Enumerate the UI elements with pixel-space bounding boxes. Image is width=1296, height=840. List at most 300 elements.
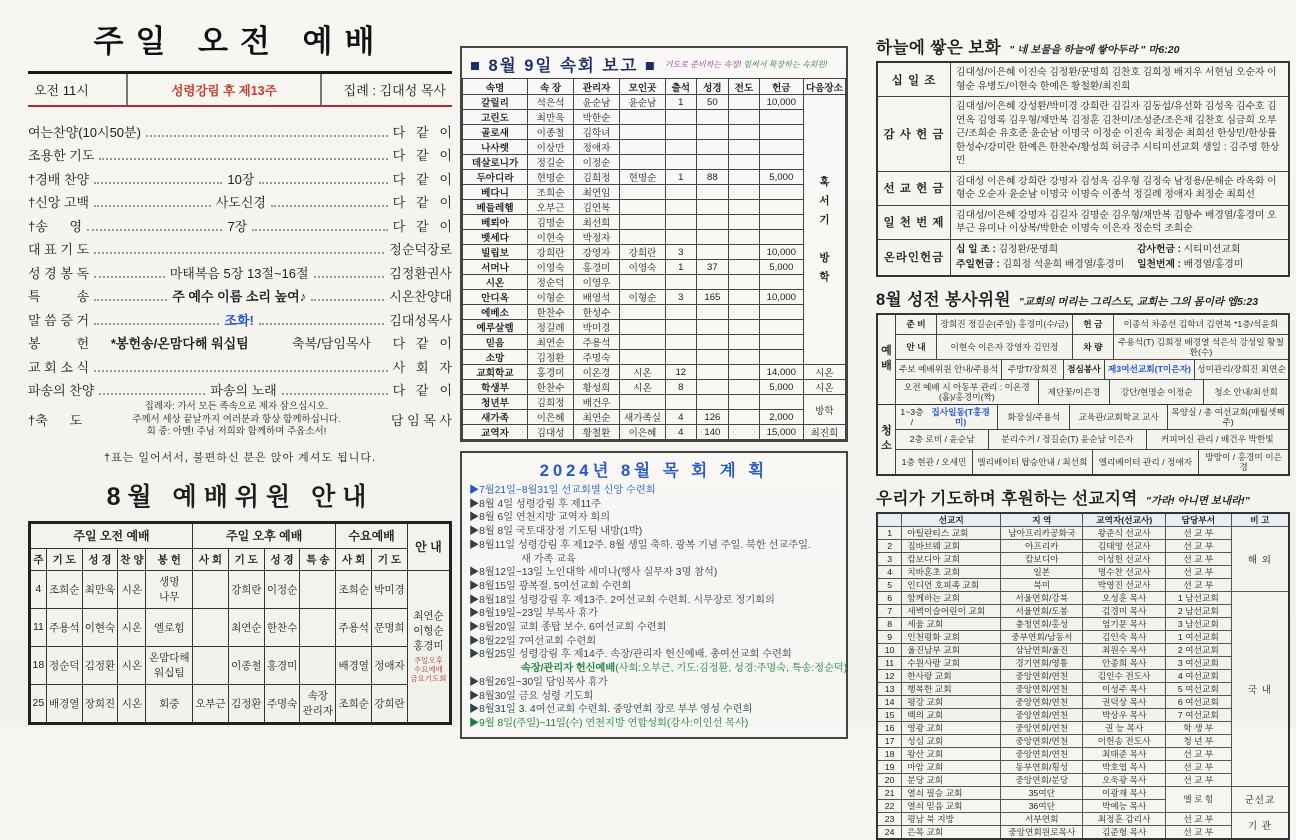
cell: 김대성 xyxy=(528,425,574,440)
mission-dept: 2 여선교회 xyxy=(1165,643,1231,656)
cell-text: 헌 금 xyxy=(1083,319,1103,329)
mission-church: 짐바브웨 교회 xyxy=(902,539,1001,552)
order-item-leader: 사 회 자 xyxy=(392,359,452,375)
mission-pastor: 엄기문 목사 xyxy=(1083,617,1165,630)
cell xyxy=(620,395,666,410)
cell: 이종철 xyxy=(228,646,264,684)
cell: 김명순 xyxy=(528,215,574,230)
mission-church: 영광 교회 xyxy=(902,721,1001,734)
plan-item xyxy=(469,676,839,690)
cell: 25 xyxy=(30,684,47,723)
next-place-cell: 혹 서 기 방 학 xyxy=(803,95,845,365)
cell xyxy=(989,430,1146,449)
cell: 황성희 xyxy=(574,380,620,395)
mission-dept: 2 남선교회 xyxy=(1165,604,1231,617)
order-item-label: 조용한 기도 xyxy=(28,148,95,163)
cell: 이정순 xyxy=(264,570,300,608)
cell: 생명 나무 xyxy=(146,570,193,608)
cell: 정길순 xyxy=(528,155,574,170)
mission-church: 함께하는 교회 xyxy=(902,591,1001,604)
cell: 베뢰아 xyxy=(463,215,528,230)
cell-text: 1~3층 / xyxy=(900,406,924,427)
plan-item xyxy=(469,717,839,731)
plan-text: ▶8월12일~13일 노인대학 세미나(행사 실무자 3명 참석) xyxy=(469,567,718,579)
cell-text: 점심봉사 xyxy=(1067,364,1101,374)
cell: 시온 xyxy=(118,570,146,608)
table-row xyxy=(30,548,451,570)
table-row xyxy=(877,617,1289,630)
plan-item xyxy=(469,607,839,621)
cell xyxy=(1147,430,1288,449)
offering-names: 김대성/이은혜 이진숙 김정환/문명희 김찬호 김희정 배지우 서현님 오순자 이형순 유병도/이현숙 한예은 황철환/최진희 xyxy=(951,62,1290,97)
cell: 시온 xyxy=(118,684,146,723)
mission-church: 성심 교회 xyxy=(902,734,1001,747)
mission-num: 1 xyxy=(877,526,902,539)
column-header: 모인곳 xyxy=(620,79,666,95)
cell xyxy=(620,110,666,125)
cell xyxy=(1114,315,1288,334)
cell-text: 엘리베이터 관리 / 정애자 xyxy=(1098,456,1193,467)
cell: 에베소 xyxy=(463,305,528,320)
service-section xyxy=(878,315,1288,404)
order-row xyxy=(28,141,452,165)
mission-pastor: 이성헌 선교사 xyxy=(1083,552,1165,565)
dotted-leader xyxy=(87,229,222,231)
mission-pastor: 김인수 전도사 xyxy=(1083,669,1165,682)
ministry-plan-box xyxy=(460,451,848,739)
table-row xyxy=(877,591,1289,604)
cell: 학생부 xyxy=(463,380,528,395)
worship-committee-table xyxy=(28,521,452,725)
mission-pastor: 이광재 목사 xyxy=(1083,786,1165,799)
table-row xyxy=(30,608,451,646)
order-row xyxy=(28,329,452,353)
column-header xyxy=(877,513,902,527)
cell: 37 xyxy=(696,260,729,275)
cell: 빌립보 xyxy=(463,245,528,260)
plan-item xyxy=(469,662,848,676)
cell: 조희순 xyxy=(336,684,372,723)
plan-text: ▶8월25일 성령강림 후 제14주. 속장/관리자 헌신예배. 총여선교회 수련회 xyxy=(469,649,792,661)
mission-region: 35여단 xyxy=(1001,786,1083,799)
mission-church: 인디언 호피족 교회 xyxy=(902,578,1001,591)
cell: 1 xyxy=(665,260,696,275)
group-header: 주일 오후 예배 xyxy=(193,522,336,548)
column-header: 다음장소 xyxy=(803,79,845,95)
cell: 최연순 xyxy=(228,608,264,646)
mission-dept: 학 생 부 xyxy=(1165,721,1231,734)
table-row xyxy=(463,320,846,335)
mission-region: 일본 xyxy=(1001,565,1083,578)
online-column xyxy=(956,243,1131,272)
table-row xyxy=(877,695,1289,708)
mission-church: 캄보디아 교회 xyxy=(902,552,1001,565)
cell: 3 xyxy=(665,245,696,260)
cell: 박미경 xyxy=(372,570,408,608)
cell: 조희순 xyxy=(528,185,574,200)
column-header: 사 회 xyxy=(193,548,229,570)
guide-names: 최연순 이형순 홍경미 xyxy=(413,610,444,652)
cell: 시온 xyxy=(118,608,146,646)
order-row xyxy=(28,305,452,329)
cell: 회중 xyxy=(146,684,193,723)
cell: 8 xyxy=(665,380,696,395)
table-row xyxy=(877,656,1289,669)
cell: 88 xyxy=(696,170,729,185)
cell xyxy=(729,350,760,365)
cell-text: 성미관리/장희진 최연순 xyxy=(1197,364,1286,374)
cell: 시온 xyxy=(118,646,146,684)
order-item-label: 대 표 기 도 xyxy=(28,242,90,257)
mission-note: 기 관 xyxy=(1231,812,1289,839)
ministry-plan-title: 2024년 8월 목 회 계 획 xyxy=(539,462,769,480)
offering-type-label: 온라인헌금 xyxy=(877,239,951,276)
mission-church: 인천평화 교회 xyxy=(902,630,1001,643)
column-header: 관리자 xyxy=(574,79,620,95)
benediction-note-line: 회 중: 아멘! 주님 저희와 함께하며 주옵소서! xyxy=(146,426,327,437)
cell: 속장 관리자 xyxy=(300,684,336,723)
cell-text: 이현숙 이은자 강영자 김민정 xyxy=(950,341,1059,352)
table-row xyxy=(896,449,1288,474)
mission-num: 6 xyxy=(877,591,902,604)
offering-type-label: 십 일 조 xyxy=(877,62,951,97)
cell: 10,000 xyxy=(759,290,803,305)
mission-church: 행복한 교회 xyxy=(902,682,1001,695)
cell: 김연복 xyxy=(574,200,620,215)
plan-item xyxy=(469,539,839,553)
cell xyxy=(193,608,229,646)
cell xyxy=(937,315,1073,334)
cell xyxy=(729,200,760,215)
order-item-leader: 다 같 이 xyxy=(392,148,452,163)
cell: 고린도 xyxy=(463,110,528,125)
offering-names xyxy=(951,239,1290,276)
plan-text: ▶8월 6일 연천지방 교역자 회의 xyxy=(469,512,611,524)
order-row xyxy=(28,235,452,259)
table-row xyxy=(463,110,846,125)
mission-church: 열쇠 필승 교회 xyxy=(902,786,1001,799)
table-row xyxy=(877,526,1289,539)
cell: 11 xyxy=(30,608,47,646)
mission-num: 19 xyxy=(877,760,902,773)
cell-text: 이종석 차종선 김학녀 김연복 *1층/석윤희 xyxy=(1123,319,1279,329)
cell: 김학녀 xyxy=(574,125,620,140)
cell: 정애자 xyxy=(372,646,408,684)
column-header: 헌금 xyxy=(759,79,803,95)
order-row xyxy=(28,352,452,376)
cell xyxy=(896,380,1039,404)
cell-text: 방방이 / 홍경미 이은경 xyxy=(1205,451,1283,472)
cell-text: 2층 로비 / 윤순남 xyxy=(909,434,975,444)
cell xyxy=(620,215,666,230)
table-row xyxy=(463,425,846,440)
cell: 5,000 xyxy=(759,170,803,185)
column-header: 교역자(선교사) xyxy=(1083,513,1165,527)
plan-text: ▶9월 8일(주일)~11일(수) 연천지방 연합성회(강사:이인선 목사) xyxy=(469,717,749,729)
mission-pastor: 박호엽 목사 xyxy=(1083,760,1165,773)
table-row xyxy=(463,365,846,380)
table-row xyxy=(30,646,451,684)
plan-item xyxy=(469,635,839,649)
mission-pastor: 왕준식 선교사 xyxy=(1083,526,1165,539)
mission-pastor: 이성주 목사 xyxy=(1083,682,1165,695)
column-header: 특 송 xyxy=(300,548,336,570)
cell xyxy=(665,215,696,230)
cell xyxy=(1039,380,1111,404)
cell: 홍경미 xyxy=(528,365,574,380)
mission-dept: 선 교 부 xyxy=(1165,825,1231,839)
online-line xyxy=(1137,258,1283,272)
column-header: 기 도 xyxy=(228,548,264,570)
plan-text: ▶7월21일~8월31일 선교회별 신앙 수련회 xyxy=(469,485,656,496)
cell: 서머나 xyxy=(463,260,528,275)
table-row xyxy=(877,552,1289,565)
table-row xyxy=(30,570,451,608)
order-item-label: †경배 찬양 xyxy=(28,171,90,187)
cell: 이은혜 xyxy=(620,425,666,440)
cell xyxy=(759,125,803,140)
cell: 이현숙 xyxy=(528,230,574,245)
cell: 126 xyxy=(696,410,729,425)
cell: 데살로니가 xyxy=(463,155,528,170)
cell xyxy=(620,200,666,215)
cell-text: 강단/현명순 이정순 xyxy=(1120,386,1193,397)
dotted-leader xyxy=(252,229,387,231)
table-row xyxy=(877,205,1289,239)
mission-num: 23 xyxy=(877,812,902,825)
cell xyxy=(696,365,729,380)
cell: 주용석 xyxy=(574,335,620,350)
mission-region: 중앙연회/연천 xyxy=(1001,682,1083,695)
online-label: 일천번제 : xyxy=(1137,259,1184,270)
next-place-cell: 시온 xyxy=(803,380,845,395)
cell: 한찬수 xyxy=(264,608,300,646)
cell xyxy=(300,570,336,608)
cell: 한찬수 xyxy=(528,305,574,320)
cell: 황철환 xyxy=(574,425,620,440)
table-row xyxy=(896,315,1288,334)
cell xyxy=(896,335,937,359)
cell-text: 커피머신 관리 / 배건우 박한빛 xyxy=(1160,434,1274,444)
cell: 한찬수 xyxy=(528,380,574,395)
order-item-center: 10장 xyxy=(227,171,255,187)
dotted-leader xyxy=(94,182,222,184)
cell xyxy=(896,430,989,449)
plan-text: ▶8월 4일 성령강림 후 제11주 xyxy=(469,498,601,510)
order-item-center: 7장 xyxy=(227,218,248,234)
online-value: 배경열/홍경미 xyxy=(1183,259,1244,270)
cell xyxy=(729,170,760,185)
plan-item xyxy=(469,594,839,608)
mission-dept: 1 여선교회 xyxy=(1165,630,1231,643)
cell: 이온경 xyxy=(574,365,620,380)
cell: 골로새 xyxy=(463,125,528,140)
cell: 강희란 xyxy=(528,245,574,260)
order-item-label: 교 회 소 식 xyxy=(28,359,90,375)
mission-church: 분당 교회 xyxy=(902,773,1001,786)
order-row xyxy=(28,188,452,212)
plan-item xyxy=(469,525,839,539)
treasure-quote: " 네 보물을 하늘에 쌓아두라 " 마6:20 xyxy=(1009,44,1180,56)
cell: 김정환 xyxy=(528,350,574,365)
cell: 주명숙 xyxy=(574,350,620,365)
mission-num: 10 xyxy=(877,643,902,656)
mission-region: 중앙연회/연천 xyxy=(1001,734,1083,747)
cell xyxy=(759,350,803,365)
cell-text: 준 비 xyxy=(906,319,926,329)
cell xyxy=(729,335,760,350)
mission-num: 9 xyxy=(877,630,902,643)
dotted-leader xyxy=(311,299,384,301)
order-item-center: 마태복음 5장 13절~16절 xyxy=(169,265,309,281)
column-header: 사 회 xyxy=(336,548,372,570)
mission-num: 4 xyxy=(877,565,902,578)
service-time: 오전 11시 xyxy=(34,83,89,98)
column-header: 성 경 xyxy=(264,548,300,570)
mission-region: 36여단 xyxy=(1001,799,1083,812)
table-row xyxy=(463,140,846,155)
table-row xyxy=(877,734,1289,747)
online-line xyxy=(1137,243,1283,257)
plan-text: ▶8월19일~23일 부목사 휴가 xyxy=(469,608,598,620)
cell: 강희란 xyxy=(372,684,408,723)
cell-text: 주보 예배위원 안내/주용석 xyxy=(898,364,999,374)
column-header: 봉 헌 xyxy=(146,548,193,570)
column-header: 비 고 xyxy=(1231,513,1289,527)
cell xyxy=(1168,405,1288,429)
cell-text: 집사일동(T홍경미) xyxy=(931,406,990,427)
cell: 강영자 xyxy=(574,245,620,260)
cell-text: 안 내 xyxy=(906,341,926,352)
dotted-leader xyxy=(99,393,205,395)
cell xyxy=(1002,360,1064,379)
mission-church: 마암 교회 xyxy=(902,760,1001,773)
cell xyxy=(759,335,803,350)
cell xyxy=(729,260,760,275)
dotted-leader xyxy=(94,205,211,207)
order-item-leader: 다 같 이 xyxy=(392,171,452,187)
mission-pastor: 박예능 목사 xyxy=(1083,799,1165,812)
mission-pastor: 오성훈 목사 xyxy=(1083,591,1165,604)
cell-text: 분리수거 / 정길순(T) 윤순남 이은자 xyxy=(1001,434,1134,444)
cell: 새가족실 xyxy=(620,410,666,425)
cell-text: 화장실/주용석 xyxy=(1007,411,1061,422)
cell xyxy=(729,320,760,335)
mission-dept: 선 교 부 xyxy=(1165,747,1231,760)
cell xyxy=(696,185,729,200)
service-section-label: 청 소 xyxy=(878,405,896,474)
mission-pastor: 박영진 선교사 xyxy=(1083,578,1165,591)
table-row xyxy=(877,62,1289,97)
mission-pastor: 최정훈 감리사 xyxy=(1083,812,1165,825)
order-item-leader: 다 같 이 xyxy=(392,195,453,210)
plan-text: ▶8월18일 성령강림 후 제13주. 2여선교회 수련회. 시무장로 정기회의 xyxy=(469,594,775,606)
cell: 1 xyxy=(665,170,696,185)
cell: 최만욱 xyxy=(528,110,574,125)
mission-dept: 1 남선교회 xyxy=(1165,591,1231,604)
mission-pastor: 박상우 목사 xyxy=(1083,708,1165,721)
mission-num: 12 xyxy=(877,669,902,682)
cell xyxy=(729,185,760,200)
mission-num: 5 xyxy=(877,578,902,591)
cell: 18 xyxy=(30,646,47,684)
cell: 최연순 xyxy=(574,410,620,425)
column-header: 담당부서 xyxy=(1165,513,1231,527)
table-row xyxy=(463,335,846,350)
mission-dept: 3 여선교회 xyxy=(1165,656,1231,669)
cell: 교회학교 xyxy=(463,365,528,380)
table-row xyxy=(463,215,846,230)
cell xyxy=(729,125,760,140)
mission-num: 2 xyxy=(877,539,902,552)
mission-dept: 5 여선교회 xyxy=(1165,682,1231,695)
cell: 4 xyxy=(30,570,47,608)
cell xyxy=(620,335,666,350)
mission-quote: "가라! 아니면 보내라!" xyxy=(1145,494,1250,507)
cell xyxy=(759,215,803,230)
table-row xyxy=(896,405,1288,429)
cell xyxy=(729,380,760,395)
mission-num: 17 xyxy=(877,734,902,747)
mission-dept: 선 교 부 xyxy=(1165,552,1231,565)
mission-dept: 청 년 부 xyxy=(1165,734,1231,747)
cell xyxy=(1093,450,1200,474)
mission-header xyxy=(876,485,1290,509)
table-row xyxy=(877,604,1289,617)
cell: 윤순남 xyxy=(574,95,620,110)
mission-church: 한사랑 교회 xyxy=(902,669,1001,682)
cell: 갈릴리 xyxy=(463,95,528,110)
mission-region: 경기연회/영통 xyxy=(1001,656,1083,669)
table-row xyxy=(877,708,1289,721)
cell xyxy=(665,275,696,290)
mission-pastor: 김경미 목사 xyxy=(1083,604,1165,617)
cell xyxy=(729,290,760,305)
dotted-leader xyxy=(259,323,384,325)
cell xyxy=(729,110,760,125)
mission-church: 새벽이슬어린이 교회 xyxy=(902,604,1001,617)
benediction-note-line: 주께서 세상 끝날까지 여러분과 항상 함께하십니다. xyxy=(132,413,341,425)
cell: 박한순 xyxy=(574,110,620,125)
mission-pastor: 안종희 목사 xyxy=(1083,656,1165,669)
online-grid xyxy=(956,243,1283,272)
mission-dept: 3 남선교회 xyxy=(1165,617,1231,630)
mission-num: 11 xyxy=(877,656,902,669)
cell: 엘로힘 xyxy=(146,608,193,646)
order-item-center: 주 예수 이름 소리 높여♪ xyxy=(172,289,307,304)
left-column xyxy=(28,16,452,725)
table-row xyxy=(896,334,1288,359)
cell: 이형순 xyxy=(528,290,574,305)
dotted-leader xyxy=(314,276,385,278)
cell xyxy=(665,320,696,335)
plan-text: ▶8월15일 광복절. 5여선교회 수련회 xyxy=(469,580,632,592)
order-item-label: †송 영 xyxy=(28,218,83,234)
mission-church: 평강 교회 xyxy=(902,695,1001,708)
order-item-label: †신앙 고백 xyxy=(28,195,90,210)
service-section-label: 예 배 xyxy=(878,315,896,404)
order-item-label: 파송의 찬양 xyxy=(28,383,95,398)
cell: 청년부 xyxy=(463,395,528,410)
table-row xyxy=(877,786,1289,799)
column-header: 성 경 xyxy=(82,548,118,570)
column-header: 기 도 xyxy=(46,548,82,570)
cell xyxy=(729,410,760,425)
cell xyxy=(1064,360,1105,379)
mission-church: 왕산 교회 xyxy=(902,747,1001,760)
guide-cell xyxy=(407,570,450,723)
order-item-center xyxy=(89,333,392,352)
